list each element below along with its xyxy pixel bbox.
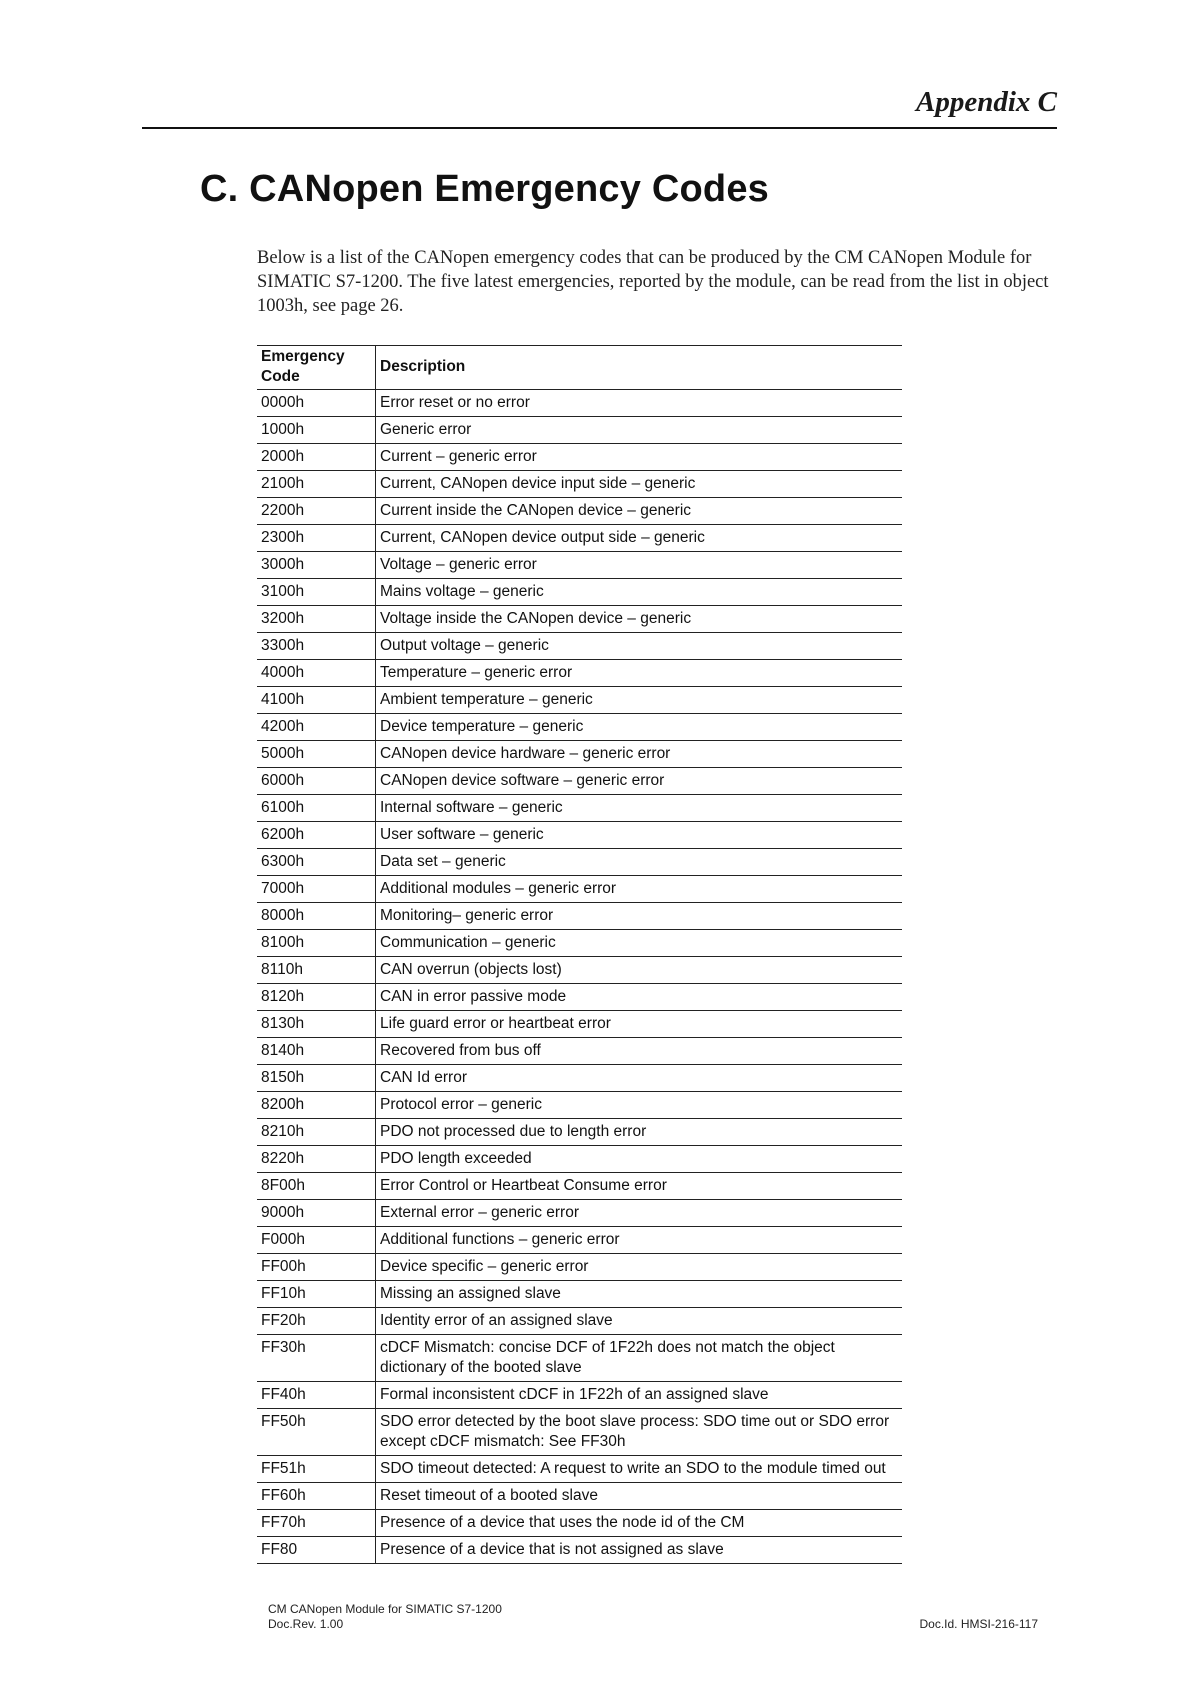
table-row [257,633,902,660]
emergency-code-cell: FF00h [257,1254,376,1281]
table-row [257,390,902,417]
table-row [257,849,902,876]
emergency-code-cell: FF80 [257,1537,376,1564]
table-row [257,471,902,498]
table-row [257,714,902,741]
description-cell: Output voltage – generic [376,633,903,660]
emergency-code-cell: 3000h [257,552,376,579]
description-cell: Protocol error – generic [376,1092,903,1119]
table-row [257,1011,902,1038]
emergency-code-cell: FF70h [257,1510,376,1537]
table-row [257,1173,902,1200]
emergency-code-cell: 6300h [257,849,376,876]
emergency-code-cell: FF40h [257,1382,376,1409]
emergency-code-cell: 7000h [257,876,376,903]
table-row [257,1537,902,1564]
description-cell: Identity error of an assigned slave [376,1308,903,1335]
description-cell: PDO not processed due to length error [376,1119,903,1146]
description-cell: CANopen device hardware – generic error [376,741,903,768]
description-cell: Recovered from bus off [376,1038,903,1065]
table-row [257,1038,902,1065]
emergency-code-cell: 8220h [257,1146,376,1173]
table-row [257,1092,902,1119]
description-cell: CAN Id error [376,1065,903,1092]
description-cell: Presence of a device that is not assigned as slave [376,1537,903,1564]
emergency-code-cell: F000h [257,1227,376,1254]
table-row [257,525,902,552]
emergency-code-cell: 8200h [257,1092,376,1119]
emergency-code-cell: 5000h [257,741,376,768]
table-row [257,1483,902,1510]
description-cell: User software – generic [376,822,903,849]
description-cell: External error – generic error [376,1200,903,1227]
table-row [257,1510,902,1537]
table-row [257,660,902,687]
table-row [257,741,902,768]
table-row [257,1335,902,1382]
appendix-header: Appendix C [916,86,1057,118]
table-row [257,876,902,903]
emergency-code-cell: 8140h [257,1038,376,1065]
description-cell: Voltage – generic error [376,552,903,579]
emergency-code-cell: FF30h [257,1335,376,1382]
description-cell: Internal software – generic [376,795,903,822]
footer-revision: Doc.Rev. 1.00 [268,1617,344,1631]
table-body [257,390,902,1564]
description-cell: Current, CANopen device output side – generic [376,525,903,552]
description-cell: Additional modules – generic error [376,876,903,903]
description-cell: CAN overrun (objects lost) [376,957,903,984]
emergency-code-cell: 8110h [257,957,376,984]
emergency-code-cell: 8130h [257,1011,376,1038]
emergency-code-cell: 3200h [257,606,376,633]
emergency-code-cell: 9000h [257,1200,376,1227]
table-row [257,687,902,714]
column-header-code: Emergency Code [257,346,376,390]
table-row [257,1254,902,1281]
description-cell: Formal inconsistent cDCF in 1F22h of an assigned slave [376,1382,903,1409]
intro-paragraph: Below is a list of the CANopen emergency codes that can be produced by the CM CANopen Module for SIMATIC S7-1200. The five latest emergencies, reported by the module, can be read from the list in object 1003h, see page 26. [257,248,1049,316]
table-row [257,1281,902,1308]
table-row [257,606,902,633]
table-row [257,1119,902,1146]
description-cell: SDO timeout detected: A request to write an SDO to the module timed out [376,1456,903,1483]
emergency-code-cell: 4100h [257,687,376,714]
table-header-row [257,346,902,390]
description-cell: Device specific – generic error [376,1254,903,1281]
table-row [257,903,902,930]
table-row [257,444,902,471]
emergency-code-cell: FF20h [257,1308,376,1335]
table-row [257,1065,902,1092]
table-row [257,417,902,444]
description-cell: SDO error detected by the boot slave process: SDO time out or SDO error except cDCF mismatch: See FF30h [376,1409,903,1456]
table-row [257,768,902,795]
table-row [257,1227,902,1254]
table-row [257,552,902,579]
description-cell: Current – generic error [376,444,903,471]
description-cell: Generic error [376,417,903,444]
description-cell: Missing an assigned slave [376,1281,903,1308]
page-title: C. CANopen Emergency Codes [200,168,769,210]
emergency-code-cell: 6100h [257,795,376,822]
footer-left [268,1602,502,1632]
table-row [257,930,902,957]
table-row [257,1409,902,1456]
description-cell: Reset timeout of a booted slave [376,1483,903,1510]
emergency-code-cell: 1000h [257,417,376,444]
emergency-code-cell: 2100h [257,471,376,498]
header-rule [142,127,1057,129]
table-row [257,1200,902,1227]
emergency-code-cell: FF51h [257,1456,376,1483]
emergency-code-cell: 2300h [257,525,376,552]
description-cell: Voltage inside the CANopen device – generic [376,606,903,633]
description-cell: Life guard error or heartbeat error [376,1011,903,1038]
description-cell: Data set – generic [376,849,903,876]
description-cell: Additional functions – generic error [376,1227,903,1254]
description-cell: Temperature – generic error [376,660,903,687]
footer-doc-id: Doc.Id. HMSI-216-117 [919,1617,1038,1631]
emergency-code-cell: 6000h [257,768,376,795]
emergency-code-cell: 8000h [257,903,376,930]
description-cell: PDO length exceeded [376,1146,903,1173]
description-cell: CAN in error passive mode [376,984,903,1011]
description-cell: Device temperature – generic [376,714,903,741]
emergency-codes-table [257,345,902,1564]
table-row [257,1146,902,1173]
table-row [257,579,902,606]
description-cell: Current inside the CANopen device – generic [376,498,903,525]
description-cell: Presence of a device that uses the node id of the CM [376,1510,903,1537]
emergency-code-cell: 3300h [257,633,376,660]
table-row [257,795,902,822]
column-header-description: Description [376,346,903,390]
emergency-code-cell: 0000h [257,390,376,417]
description-cell: Communication – generic [376,930,903,957]
emergency-code-cell: 8120h [257,984,376,1011]
emergency-code-cell: FF10h [257,1281,376,1308]
emergency-code-cell: 8210h [257,1119,376,1146]
description-cell: Error reset or no error [376,390,903,417]
emergency-code-cell: 2200h [257,498,376,525]
emergency-code-cell: 8150h [257,1065,376,1092]
description-cell: Error Control or Heartbeat Consume error [376,1173,903,1200]
table-row [257,498,902,525]
table-row [257,822,902,849]
table-row [257,1456,902,1483]
emergency-code-cell: 2000h [257,444,376,471]
table-row [257,957,902,984]
description-cell: cDCF Mismatch: concise DCF of 1F22h does not match the object dictionary of the booted slave [376,1335,903,1382]
emergency-code-cell: 4200h [257,714,376,741]
description-cell: Current, CANopen device input side – generic [376,471,903,498]
emergency-code-cell: FF50h [257,1409,376,1456]
emergency-code-cell: 4000h [257,660,376,687]
emergency-code-cell: 8100h [257,930,376,957]
description-cell: Ambient temperature – generic [376,687,903,714]
emergency-code-cell: 6200h [257,822,376,849]
emergency-code-cell: 3100h [257,579,376,606]
footer-product: CM CANopen Module for SIMATIC S7-1200 [268,1602,502,1616]
description-cell: CANopen device software – generic error [376,768,903,795]
description-cell: Monitoring– generic error [376,903,903,930]
table-row [257,984,902,1011]
description-cell: Mains voltage – generic [376,579,903,606]
emergency-code-cell: FF60h [257,1483,376,1510]
table-row [257,1382,902,1409]
table-row [257,1308,902,1335]
emergency-code-cell: 8F00h [257,1173,376,1200]
